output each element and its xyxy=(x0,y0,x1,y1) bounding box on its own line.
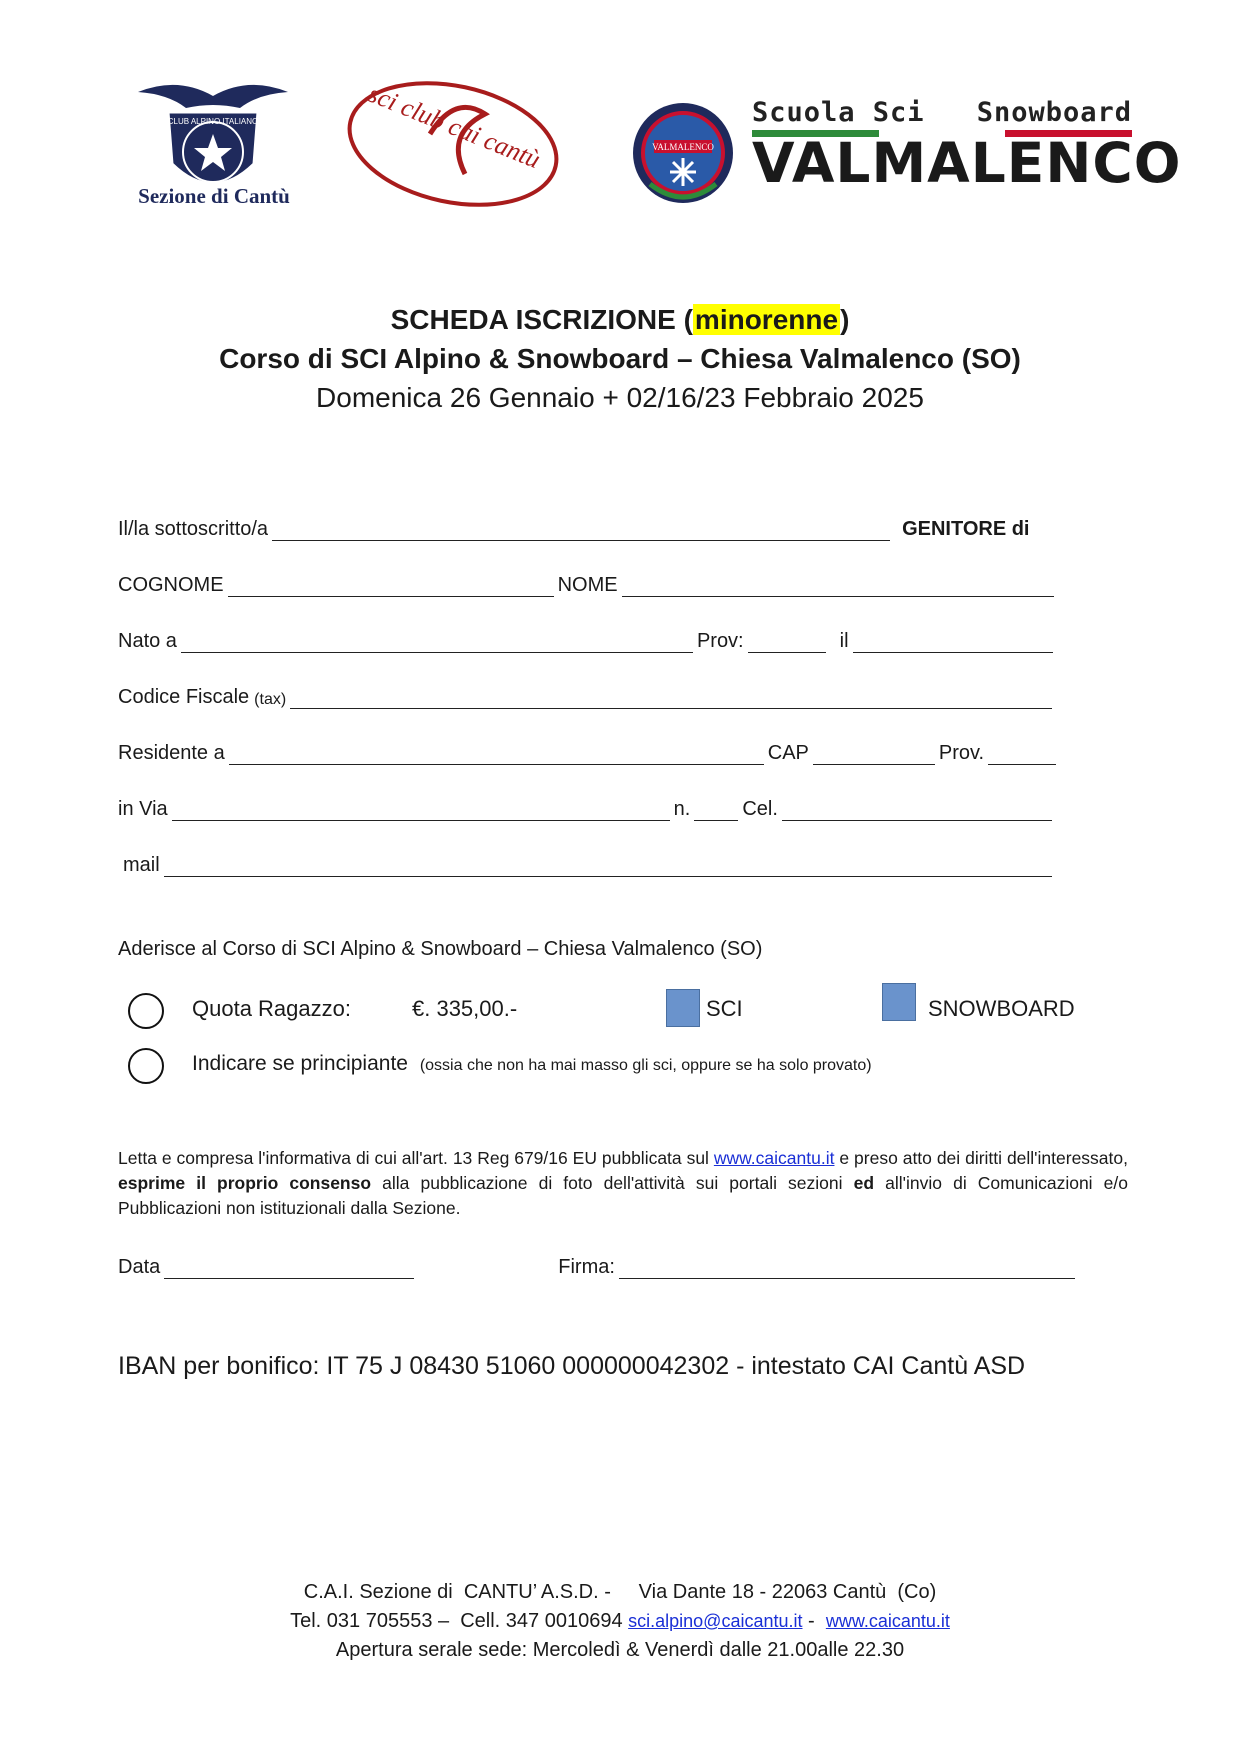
field-cel[interactable] xyxy=(782,800,1052,821)
row-mail xyxy=(118,854,1068,877)
field-via[interactable] xyxy=(172,800,670,821)
quota-label: Quota Ragazzo: xyxy=(192,996,351,1021)
footer-contacts: Tel. 031 705553 – Cell. 347 0010694 sci.alpino@caicantu.it - www.caicantu.it xyxy=(290,1610,950,1632)
privacy-link[interactable]: www.caicantu.it xyxy=(713,1148,835,1168)
field-cognome[interactable] xyxy=(228,576,554,597)
title-highlight: minorenne xyxy=(694,304,839,335)
footer xyxy=(0,1578,1240,1665)
footer-hours: Apertura serale sede: Mercoledì & Venerdì dalle 21.00alle 22.30 xyxy=(335,1639,905,1661)
row-nato xyxy=(118,630,1068,653)
school-name: VALMALENCO xyxy=(752,131,1182,195)
cai-emblem-text: CLUB ALPINO ITALIANO xyxy=(167,117,259,126)
principiante-note: (ossia che non ha mai masso gli sci, oppure se ha solo provato) xyxy=(419,1057,872,1074)
label-il: il xyxy=(839,630,849,652)
field-civico[interactable] xyxy=(694,800,738,821)
label-mail: mail xyxy=(123,854,160,876)
label-cap: CAP xyxy=(767,742,809,764)
quota-value: €. 335,00.- xyxy=(412,996,518,1021)
footer-email-link[interactable]: sci.alpino@caicantu.it xyxy=(628,1611,803,1631)
row-sottoscritto xyxy=(118,518,1068,541)
snowboard-label: SNOWBOARD xyxy=(928,996,1075,1021)
row-residente xyxy=(118,742,1068,765)
label-via: in Via xyxy=(118,798,168,820)
sci-club-logo xyxy=(335,74,565,209)
iban-text: IBAN per bonifico: IT 75 J 08430 51060 000000042302 - intestato CAI Cantù ASD xyxy=(118,1352,1026,1380)
snowboard-checkbox[interactable] xyxy=(882,983,916,1021)
school-top-right: Snowboard xyxy=(976,97,1132,128)
aderisce-text: Aderisce al Corso di SCI Alpino & Snowboard – Chiesa Valmalenco (SO) xyxy=(118,938,763,960)
row-codice-fiscale xyxy=(118,686,1068,709)
field-data[interactable] xyxy=(164,1258,414,1279)
field-residente[interactable] xyxy=(229,744,764,765)
field-prov[interactable] xyxy=(748,632,826,653)
principiante-radio[interactable] xyxy=(128,1048,164,1084)
field-codice-fiscale[interactable] xyxy=(290,688,1052,709)
cai-section-label: Sezione di Cantù xyxy=(138,184,290,208)
sci-label: SCI xyxy=(706,996,743,1021)
course-dates: Domenica 26 Gennaio + 02/16/23 Febbraio 2025 xyxy=(316,382,924,413)
badge-text: VALMALENCO xyxy=(652,142,714,152)
row-via xyxy=(118,798,1068,821)
school-top-left: Scuola Sci xyxy=(752,97,925,128)
label-firma: Firma: xyxy=(558,1256,615,1278)
label-cel: Cel. xyxy=(742,798,778,820)
sci-checkbox[interactable] xyxy=(666,989,700,1027)
principiante-label: Indicare se principiante (ossia che non ha mai masso gli sci, oppure se ha solo provato) xyxy=(192,1052,872,1075)
field-date-birth[interactable] xyxy=(853,632,1053,653)
label-tax: (tax) xyxy=(254,691,287,708)
label-prov: Prov: xyxy=(696,630,744,652)
label-data: Data xyxy=(118,1256,161,1278)
label-nato: Nato a xyxy=(118,630,177,652)
club-text: sci club cai cantù xyxy=(364,78,545,175)
label-prov2: Prov. xyxy=(938,742,985,764)
privacy-consent: Letta e compresa l'informativa di cui all'art. 13 Reg 679/16 EU pubblicata sul www.caicantu.it e preso atto dei diritti dell'interessato, esprime il proprio consenso alla pubblicazione di foto dell'attività sui portali sezioni ed all'invio di Comunicazioni e/o Pubblicazioni non istituzionali dalla Sezione. xyxy=(118,1148,1128,1218)
field-sottoscritto[interactable] xyxy=(272,520,890,541)
row-signature xyxy=(118,1256,1118,1279)
field-nome[interactable] xyxy=(622,576,1054,597)
label-codice-fiscale: Codice Fiscale xyxy=(118,686,250,708)
label-n: n. xyxy=(673,798,691,820)
form-title: SCHEDA ISCRIZIONE (minorenne) xyxy=(390,304,850,335)
scuola-sci-logo xyxy=(752,97,1182,195)
field-prov2[interactable] xyxy=(988,744,1056,765)
label-residente: Residente a xyxy=(118,742,225,764)
valmalenco-badge xyxy=(630,100,736,206)
footer-site-link[interactable]: www.caicantu.it xyxy=(825,1611,950,1631)
label-sottoscritto: Il/la sottoscritto/a xyxy=(118,518,269,540)
label-genitore: GENITORE di xyxy=(902,518,1030,540)
footer-address: C.A.I. Sezione di CANTU’ A.S.D. - Via Dante 18 - 22063 Cantù (Co) xyxy=(303,1581,937,1603)
course-title: Corso di SCI Alpino & Snowboard – Chiesa Valmalenco (SO) xyxy=(219,343,1021,374)
quota-radio[interactable] xyxy=(128,993,164,1029)
label-nome: NOME xyxy=(557,574,618,596)
field-firma[interactable] xyxy=(619,1258,1075,1279)
field-cap[interactable] xyxy=(813,744,935,765)
field-mail[interactable] xyxy=(164,856,1052,877)
label-cognome: COGNOME xyxy=(118,574,224,596)
row-cognome-nome xyxy=(118,574,1068,597)
field-nato[interactable] xyxy=(181,632,693,653)
